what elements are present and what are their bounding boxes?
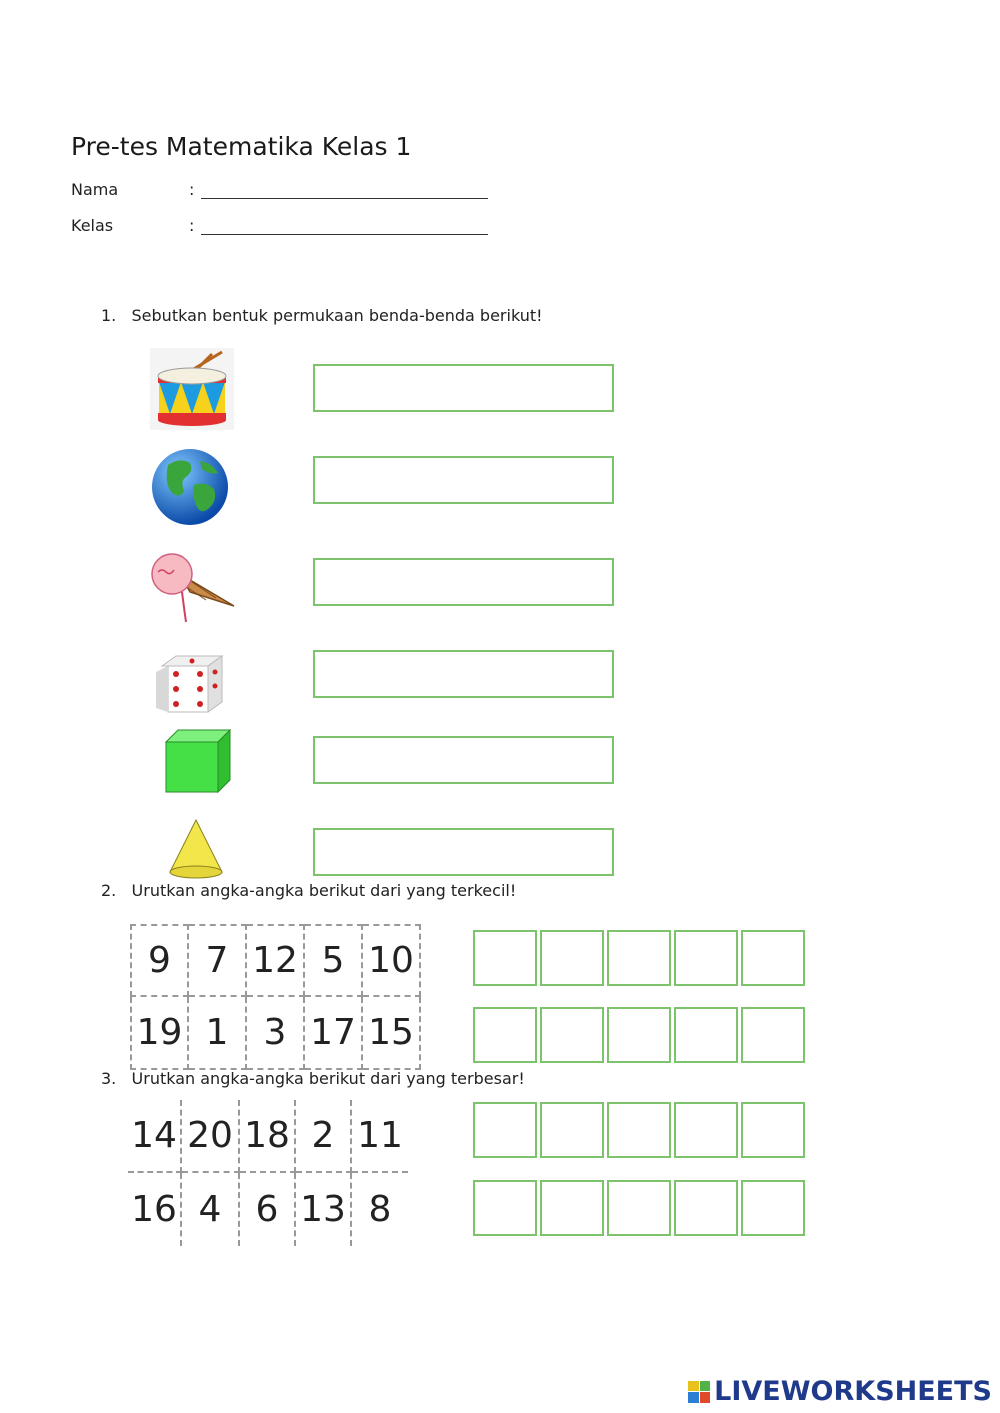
class-colon: : bbox=[189, 216, 195, 235]
answer-box-q3-5[interactable] bbox=[741, 1102, 805, 1158]
number-card: 10 bbox=[363, 924, 421, 997]
number-grid-ascending bbox=[130, 924, 421, 1070]
name-field[interactable] bbox=[201, 198, 488, 199]
answer-box-q2-10[interactable] bbox=[741, 1007, 805, 1063]
answer-box-q2-1[interactable] bbox=[473, 930, 537, 986]
number-card: 15 bbox=[363, 997, 421, 1070]
number-card: 12 bbox=[247, 924, 305, 997]
question-2-text: 2. Urutkan angka-angka berikut dari yang terkecil! bbox=[101, 881, 517, 900]
answer-box-q3-8[interactable] bbox=[607, 1180, 671, 1236]
number-card: 5 bbox=[305, 924, 363, 997]
answer-box-q2-9[interactable] bbox=[674, 1007, 738, 1063]
answer-box-q3-1[interactable] bbox=[473, 1102, 537, 1158]
ice-cream-cone-icon bbox=[146, 548, 238, 628]
number-card: 4 bbox=[182, 1173, 240, 1246]
answer-box-4[interactable] bbox=[313, 650, 614, 698]
answer-box-2[interactable] bbox=[313, 456, 614, 504]
number-card: 20 bbox=[182, 1100, 240, 1173]
answer-box-q3-3[interactable] bbox=[607, 1102, 671, 1158]
page-title: Pre-tes Matematika Kelas 1 bbox=[71, 132, 412, 161]
number-card: 2 bbox=[296, 1100, 352, 1173]
answer-box-3[interactable] bbox=[313, 558, 614, 606]
globe-icon bbox=[150, 447, 230, 527]
answer-box-q3-6[interactable] bbox=[473, 1180, 537, 1236]
number-card: 14 bbox=[128, 1100, 182, 1173]
number-card: 9 bbox=[130, 924, 189, 997]
dice-icon bbox=[152, 652, 226, 714]
answer-box-q2-6[interactable] bbox=[473, 1007, 537, 1063]
number-card: 16 bbox=[128, 1173, 182, 1246]
answer-box-q2-3[interactable] bbox=[607, 930, 671, 986]
brand-text: LIVEWORKSHEETS bbox=[714, 1376, 992, 1407]
answer-box-5[interactable] bbox=[313, 736, 614, 784]
drum-icon bbox=[150, 348, 234, 430]
cube-icon bbox=[164, 728, 232, 794]
cone-icon bbox=[166, 818, 226, 880]
liveworksheets-logo-icon bbox=[688, 1381, 710, 1403]
answer-box-1[interactable] bbox=[313, 364, 614, 412]
number-card: 19 bbox=[130, 997, 189, 1070]
answer-box-q3-9[interactable] bbox=[674, 1180, 738, 1236]
answer-box-q3-2[interactable] bbox=[540, 1102, 604, 1158]
answer-box-6[interactable] bbox=[313, 828, 614, 876]
answer-box-q2-7[interactable] bbox=[540, 1007, 604, 1063]
name-colon: : bbox=[189, 180, 195, 199]
number-card: 6 bbox=[240, 1173, 296, 1246]
number-card: 18 bbox=[240, 1100, 296, 1173]
brand-logo bbox=[688, 1376, 992, 1407]
answer-box-q3-10[interactable] bbox=[741, 1180, 805, 1236]
name-label: Nama bbox=[71, 180, 119, 199]
number-card: 7 bbox=[189, 924, 247, 997]
answer-box-q2-4[interactable] bbox=[674, 930, 738, 986]
answer-box-q2-5[interactable] bbox=[741, 930, 805, 986]
number-grid-descending bbox=[128, 1100, 408, 1246]
number-card: 3 bbox=[247, 997, 305, 1070]
class-label: Kelas bbox=[71, 216, 114, 235]
number-card: 8 bbox=[368, 1189, 392, 1230]
class-field[interactable] bbox=[201, 234, 488, 235]
answer-box-q3-7[interactable] bbox=[540, 1180, 604, 1236]
number-card: 11 bbox=[352, 1100, 408, 1173]
question-1-text: 1. Sebutkan bentuk permukaan benda-benda berikut! bbox=[101, 306, 543, 325]
answer-box-q3-4[interactable] bbox=[674, 1102, 738, 1158]
question-3-text: 3. Urutkan angka-angka berikut dari yang terbesar! bbox=[101, 1069, 525, 1088]
answer-box-q2-2[interactable] bbox=[540, 930, 604, 986]
number-card: 13 bbox=[296, 1173, 352, 1246]
number-card: 1 bbox=[189, 997, 247, 1070]
answer-box-q2-8[interactable] bbox=[607, 1007, 671, 1063]
number-card: 17 bbox=[305, 997, 363, 1070]
